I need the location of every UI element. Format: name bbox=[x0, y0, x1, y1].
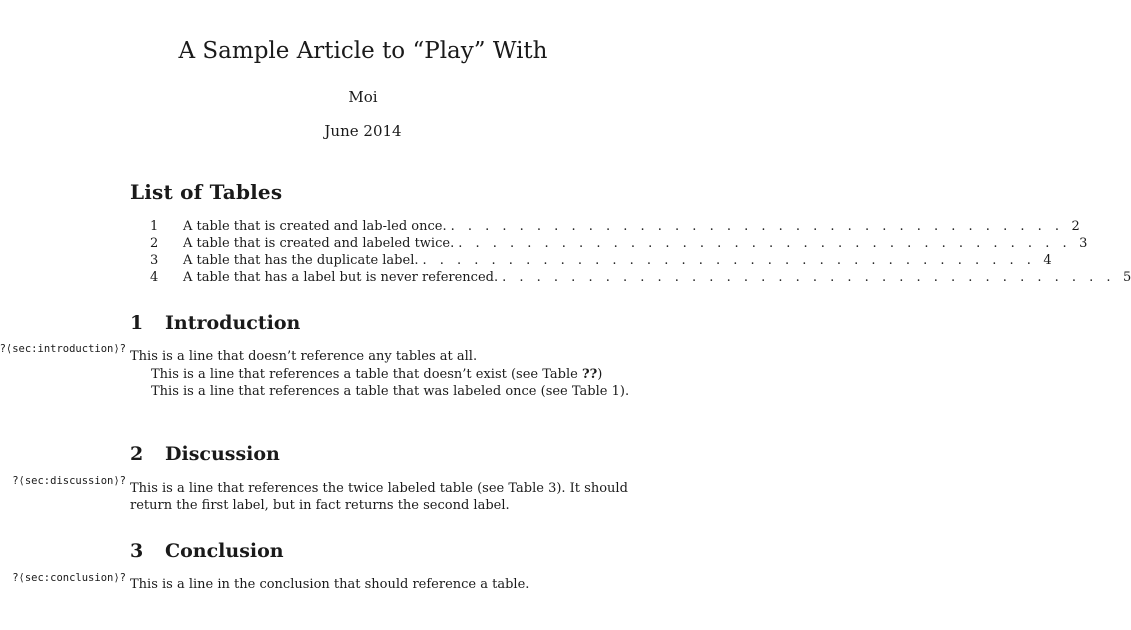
section-title: Conclusion bbox=[165, 540, 284, 562]
body-line bbox=[151, 367, 602, 382]
table-page-number: 4 bbox=[1043, 253, 1052, 268]
body-line: This is a line that references a table that was labeled once (see Table 1). bbox=[151, 384, 630, 399]
table-caption: A table that is created and lab-led once. bbox=[183, 219, 447, 234]
section-heading-introduction bbox=[130, 312, 300, 334]
dot-leader: . . . . . . . . . . . . . . . . . . . . . . . . . . . . . . . . . . . . bbox=[422, 253, 1036, 268]
body-line: This is a line that doesn’t reference any tables at all. bbox=[130, 349, 478, 364]
table-caption: A table that has a label but is never referenced. bbox=[183, 270, 499, 285]
body-line-text: ) bbox=[597, 367, 603, 382]
table-number: 4 bbox=[150, 270, 159, 285]
margin-label: ?⟨sec:discussion⟩? bbox=[12, 475, 126, 487]
margin-label: ?⟨sec:introduction⟩? bbox=[0, 343, 126, 355]
body-line: This is a line that references the twice labeled table (see Table 3). It should bbox=[130, 481, 628, 496]
article-title: A Sample Article to “Play” With bbox=[178, 38, 548, 64]
article-author: Moi bbox=[348, 88, 378, 106]
section-number: 2 bbox=[130, 443, 144, 465]
dot-leader: . . . . . . . . . . . . . . . . . . . . . . . . . . . . . . . . . . . . bbox=[502, 270, 1116, 285]
table-number: 2 bbox=[150, 236, 159, 251]
article-date: June 2014 bbox=[324, 122, 402, 140]
body-line: This is a line in the conclusion that should reference a table. bbox=[130, 577, 530, 592]
body-line-text: This is a line that references a table that doesn’t exist (see Table bbox=[151, 367, 582, 382]
body-line: return the first label, but in fact returns the second label. bbox=[130, 498, 510, 513]
section-number: 1 bbox=[130, 312, 144, 334]
section-title: Introduction bbox=[165, 312, 301, 334]
section-heading-discussion bbox=[130, 443, 280, 465]
dot-leader: . . . . . . . . . . . . . . . . . . . . . . . . . . . . . . . . . . . . bbox=[458, 236, 1072, 251]
table-caption: A table that is created and labeled twice. bbox=[183, 236, 455, 251]
section-number: 3 bbox=[130, 540, 144, 562]
list-of-tables-entry bbox=[150, 219, 1080, 236]
table-caption: A table that has the duplicate label. bbox=[183, 253, 419, 268]
table-number: 1 bbox=[150, 219, 159, 234]
table-page-number: 3 bbox=[1079, 236, 1088, 251]
list-of-tables-entry bbox=[150, 270, 1131, 287]
dot-leader: . . . . . . . . . . . . . . . . . . . . . . . . . . . . . . . . . . . . bbox=[450, 219, 1064, 234]
list-of-tables-heading: List of Tables bbox=[130, 180, 283, 204]
section-title: Discussion bbox=[165, 443, 280, 465]
table-number: 3 bbox=[150, 253, 159, 268]
margin-label: ?⟨sec:conclusion⟩? bbox=[12, 572, 126, 584]
list-of-tables-entry bbox=[150, 236, 1088, 253]
missing-reference: ?? bbox=[581, 367, 598, 382]
section-heading-conclusion bbox=[130, 540, 284, 562]
list-of-tables-entry bbox=[150, 253, 1052, 270]
table-page-number: 2 bbox=[1071, 219, 1080, 234]
table-page-number: 5 bbox=[1123, 270, 1131, 285]
